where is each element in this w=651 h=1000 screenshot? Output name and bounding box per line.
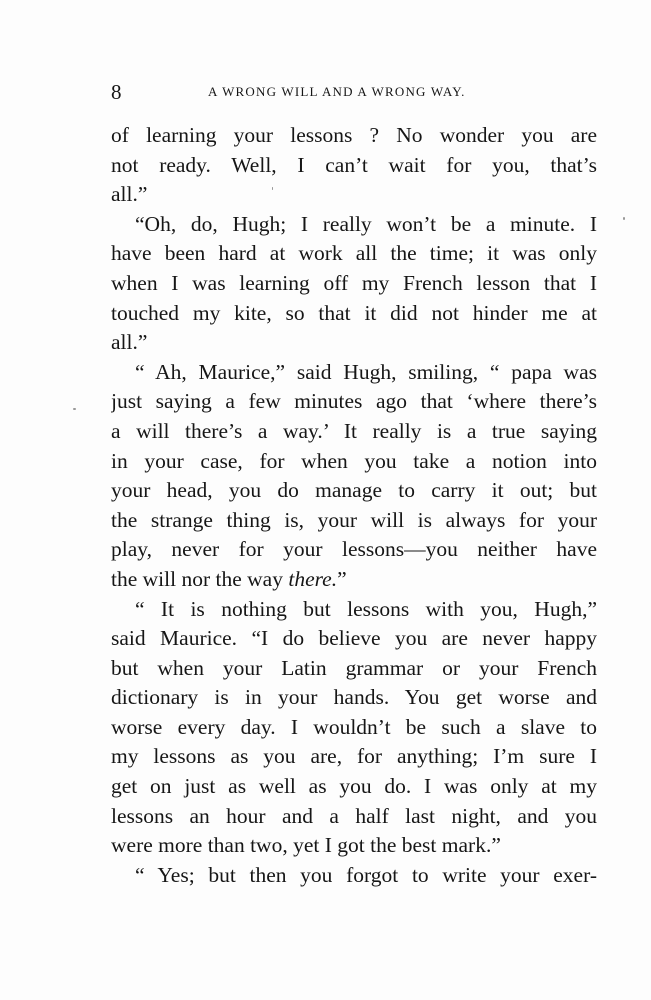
- page-number: 8: [111, 80, 122, 104]
- text-line: “ Yes; but then you forgot to write your exer-: [135, 862, 597, 887]
- italic-word: there.: [288, 566, 338, 591]
- closing-quote: ”: [337, 566, 347, 591]
- text-line: were more than two, yet I got the best mark.”: [111, 833, 501, 858]
- text-line: said Maurice. “I do believe you are never happy: [111, 626, 597, 651]
- text-run: the will nor the way: [111, 566, 283, 591]
- paper-speck: [623, 217, 625, 220]
- text-line: not ready. Well, I can’t wait for you, that’s: [111, 152, 597, 177]
- page-body: [111, 121, 597, 890]
- paper-speck: [73, 408, 76, 410]
- text-line: “ It is nothing but lessons with you, Hugh,”: [135, 596, 597, 621]
- text-line: lessons an hour and a half last night, and you: [111, 803, 597, 828]
- text-line: your head, you do manage to carry it out; but: [111, 478, 597, 503]
- paper-speck: [272, 187, 273, 190]
- text-line: touched my kite, so that it did not hinder me at: [111, 300, 597, 325]
- text-line: have been hard at work all the time; it was only: [111, 241, 597, 266]
- text-line: but when your Latin grammar or your French: [111, 655, 597, 680]
- text-line: my lessons as you are, for anything; I’m sure I: [111, 744, 597, 769]
- text-line: “ Ah, Maurice,” said Hugh, smiling, “ papa was: [135, 359, 597, 384]
- text-line: just saying a few minutes ago that ‘where there’s: [111, 389, 597, 414]
- text-line: dictionary is in your hands. You get worse and: [111, 685, 597, 710]
- text-line: when I was learning off my French lesson that I: [111, 270, 597, 295]
- page-header: [111, 80, 597, 104]
- text-line: a will there’s a way.’ It really is a true saying: [111, 418, 597, 443]
- text-line: “Oh, do, Hugh; I really won’t be a minute. I: [135, 211, 597, 236]
- text-line: the strange thing is, your will is always for your: [111, 507, 597, 532]
- text-line: in your case, for when you take a notion into: [111, 448, 597, 473]
- text-line: get on just as well as you do. I was only at my: [111, 774, 597, 799]
- text-line: play, never for your lessons—you neither have: [111, 537, 597, 562]
- text-line-with-italic: [111, 565, 597, 595]
- running-title: A WRONG WILL AND A WRONG WAY.: [208, 84, 466, 99]
- text-line: worse every day. I wouldn’t be such a slave to: [111, 714, 597, 739]
- text-line: all.”: [111, 182, 148, 207]
- text-line: all.”: [111, 330, 148, 355]
- text-line: of learning your lessons ? No wonder you are: [111, 123, 597, 147]
